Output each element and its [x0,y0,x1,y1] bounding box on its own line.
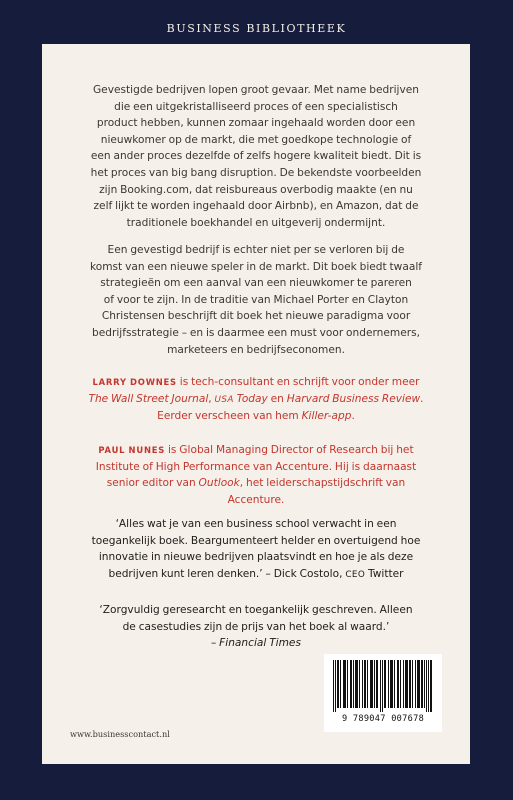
nunes-editor-line [42,475,470,492]
author-name-nunes: PAUL NUNES [98,445,166,455]
company: Twitter [365,567,404,580]
body-line: Christensen beschrijft dit boek het nieuwe paradigma voor [101,310,411,323]
downes-bio-text: is tech-consultant en schrijft voor onder meer [176,376,420,388]
nunes-bio-text: is Global Managing Director of Research bij het [165,444,414,456]
body-line: marketeers en bedrijfseconomen. [167,343,345,356]
intro-line: Gevestigde bedrijven lopen groot gevaar. Met name bedrijven [92,84,420,96]
intro-line: zelf lijkt te worden ingehaald door Airbnb), en Amazon, dat de [93,200,419,213]
quote-line: de casestudies zijn de prijs van het boek al waard.’ [122,620,390,633]
nunes-bio-line: Accenture. [227,493,285,506]
previous-book-intro: Eerder verscheen van hem [157,410,302,423]
ceo-abbr: CEO [345,569,366,580]
website-url: www.businesscontact.nl [70,729,170,739]
intro-line: het proces van big bang disruption. De bekendste voorbeelden [90,166,422,179]
isbn-barcode [324,654,442,732]
nunes-bio-line [42,442,470,459]
today-word: Today [233,392,268,405]
quote-line: toegankelijk boek. Beargumenteert helder en overtuigend hoe [91,534,421,547]
separator: , [208,392,215,405]
quote-source-line [42,635,470,652]
separator: en [267,392,287,405]
dash: – [211,637,220,650]
downes-publications-line [42,391,470,409]
editor-intro: senior editor van [106,477,199,490]
downes-previous-book-line [42,408,470,425]
magazine-title: Outlook [198,477,240,490]
intro-line: traditionele boekhandel en uitgeverij ondermijnt. [126,216,386,229]
usa-abbr: USA [214,394,234,405]
quote-line: innovatie in nieuwe bedrijven plaatsvindt en hoe je als deze [98,551,414,564]
previous-book-title: Killer-app [301,410,352,423]
downes-bio-line [42,374,470,391]
intro-line: zijn Booking.com, dat reisbureaus overbodig maakte (en nu [99,183,413,196]
series-header [0,0,513,44]
body-line: komst van een nieuwe speler in de markt. Dit boek biedt twaalf [89,260,423,273]
intro-line: product hebben, kunnen zomaar ingehaald worden door een [96,117,416,130]
period: . [351,410,355,423]
cover-text-panel [42,44,470,764]
publication-hbr: Harvard Business Review [286,392,421,405]
body-line: strategieën om een aanval van een nieuwkomer te pareren [100,277,412,290]
quote-line: ‘Zorgvuldig geresearcht en toegankelijk geschreven. Alleen [99,604,413,616]
barcode-icon [333,660,433,712]
intro-line: een ander proces dezelfde of zelfs hogere kwaliteit biedt. Dit is [90,150,422,163]
author-bio-nunes [42,442,470,508]
intro-paragraph [42,82,470,231]
quote-financial-times [42,602,470,652]
quote-costolo [42,516,470,583]
publication-wsj: The Wall Street Journal [88,392,209,405]
intro-line: nieuwkomer op de markt, die met goedkope technologie of [100,133,412,146]
isbn-number: 9 789047 007678 [341,714,425,724]
series-label: BUSINESS BIBLIOTHEEK [166,22,347,35]
nunes-bio-line: Institute of High Performance van Accenture. Hij is daarnaast [95,460,417,473]
body-line: bedrijfsstrategie – en is daarmee een must voor ondernemers, [92,326,420,339]
body-line: Een gevestigd bedrijf is echter niet per se verloren bij de [107,244,405,256]
body-paragraph [42,242,470,358]
period: . [420,392,424,405]
quote-text: bedrijven kunt leren denken.’ – Dick Costolo, [108,567,346,580]
quote-attribution-line [42,566,470,584]
author-name-downes: LARRY DOWNES [92,377,177,387]
magazine-desc: , het leiderschapstijdschrift van [239,477,406,490]
author-bio-downes [42,374,470,425]
publication-usa-today [215,393,268,405]
quote-line: ‘Alles wat je van een business school verwacht in een [115,518,397,530]
intro-line: die een uitgekristalliseerd proces of een specialistisch [114,100,398,113]
body-line: of voor te zijn. In de traditie van Michael Porter en Clayton [103,293,409,306]
quote-source: Financial Times [219,637,301,650]
